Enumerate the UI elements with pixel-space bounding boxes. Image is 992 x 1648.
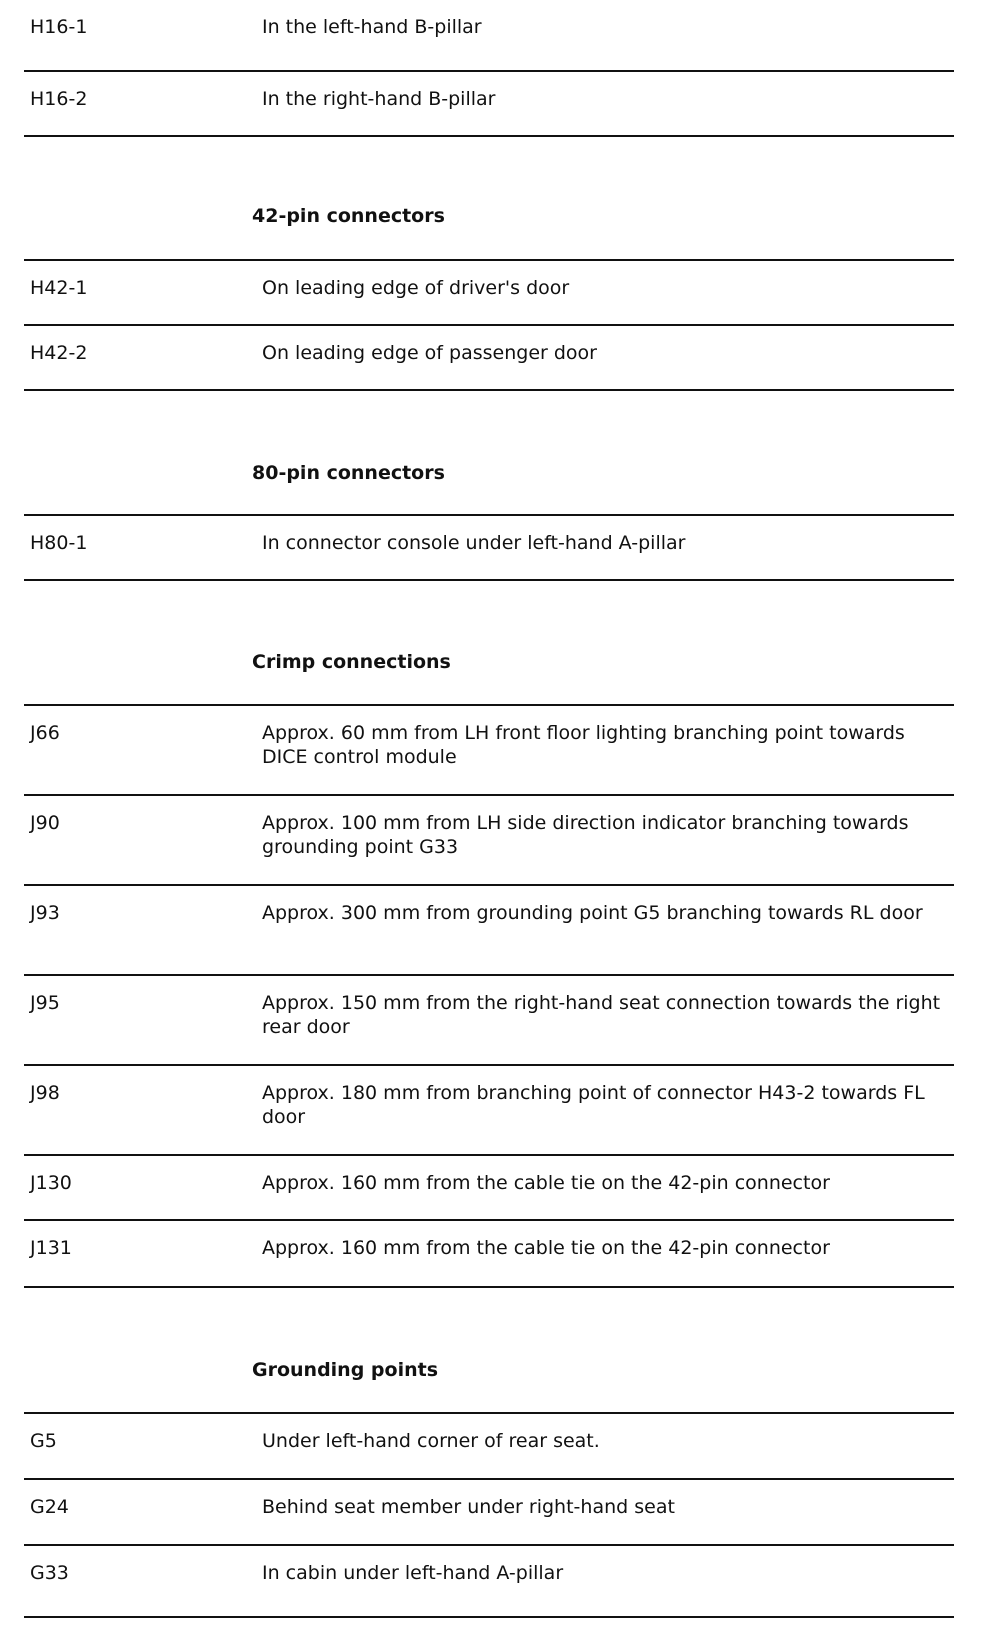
connector-location: On leading edge of passenger door bbox=[262, 342, 597, 364]
section-heading-42pin: 42-pin connectors bbox=[252, 205, 445, 227]
connection-location: Approx. 160 mm from the cable tie on the 42-pin connector bbox=[262, 1172, 830, 1194]
connection-code: J90 bbox=[30, 812, 60, 834]
connector-code: H42-1 bbox=[30, 277, 88, 299]
connection-location: Approx. 180 mm from branching point of connector H43-2 towards FL door bbox=[262, 1082, 925, 1128]
connector-code: H80-1 bbox=[30, 532, 88, 554]
connection-code: J93 bbox=[30, 902, 60, 924]
table-row bbox=[24, 1414, 954, 1480]
connector-location: In connector console under left-hand A-pillar bbox=[262, 532, 686, 554]
connection-location: Approx. 100 mm from LH side direction indicator branching towards grounding point G33 bbox=[262, 812, 909, 858]
grounding-location: Under left-hand corner of rear seat. bbox=[262, 1430, 600, 1452]
table-16pin bbox=[24, 0, 954, 137]
table-row bbox=[24, 72, 954, 137]
table-crimp bbox=[24, 706, 954, 1288]
table-80pin bbox=[24, 516, 954, 581]
connector-code: H16-2 bbox=[30, 88, 88, 110]
table-row bbox=[24, 1221, 954, 1288]
connection-code: J98 bbox=[30, 1082, 60, 1104]
table-row bbox=[24, 706, 954, 796]
connection-code: J130 bbox=[30, 1172, 72, 1194]
connector-location: In the left-hand B-pillar bbox=[262, 16, 482, 38]
connector-code: H42-2 bbox=[30, 342, 88, 364]
table-42pin bbox=[24, 261, 954, 391]
connection-location: Approx. 60 mm from LH front floor lighting branching point towards DICE control module bbox=[262, 722, 905, 768]
table-row bbox=[24, 0, 954, 72]
grounding-code: G33 bbox=[30, 1562, 69, 1584]
table-row bbox=[24, 261, 954, 326]
table-row bbox=[24, 796, 954, 886]
table-row bbox=[24, 1546, 954, 1618]
section-heading-crimp: Crimp connections bbox=[252, 651, 451, 673]
connection-code: J131 bbox=[30, 1237, 72, 1259]
section-heading-80pin: 80-pin connectors bbox=[252, 462, 445, 484]
connector-code: H16-1 bbox=[30, 16, 88, 38]
grounding-location: Behind seat member under right-hand seat bbox=[262, 1496, 675, 1518]
grounding-code: G5 bbox=[30, 1430, 57, 1452]
table-row bbox=[24, 326, 954, 391]
table-grounding bbox=[24, 1414, 954, 1618]
connection-location: Approx. 150 mm from the right-hand seat connection towards the right rear door bbox=[262, 992, 941, 1038]
grounding-location: In cabin under left-hand A-pillar bbox=[262, 1562, 564, 1584]
table-row bbox=[24, 1066, 954, 1156]
connection-code: J95 bbox=[30, 992, 60, 1014]
grounding-code: G24 bbox=[30, 1496, 69, 1518]
table-row bbox=[24, 516, 954, 581]
connector-location: In the right-hand B-pillar bbox=[262, 88, 496, 110]
table-row bbox=[24, 1480, 954, 1546]
table-row bbox=[24, 886, 954, 976]
section-heading-grounding: Grounding points bbox=[252, 1359, 439, 1381]
connection-location: Approx. 300 mm from grounding point G5 branching towards RL door bbox=[262, 902, 923, 924]
table-row bbox=[24, 1156, 954, 1221]
table-row bbox=[24, 976, 954, 1066]
connection-location: Approx. 160 mm from the cable tie on the 42-pin connector bbox=[262, 1237, 830, 1259]
connector-location: On leading edge of driver's door bbox=[262, 277, 570, 299]
connection-code: J66 bbox=[30, 722, 60, 744]
